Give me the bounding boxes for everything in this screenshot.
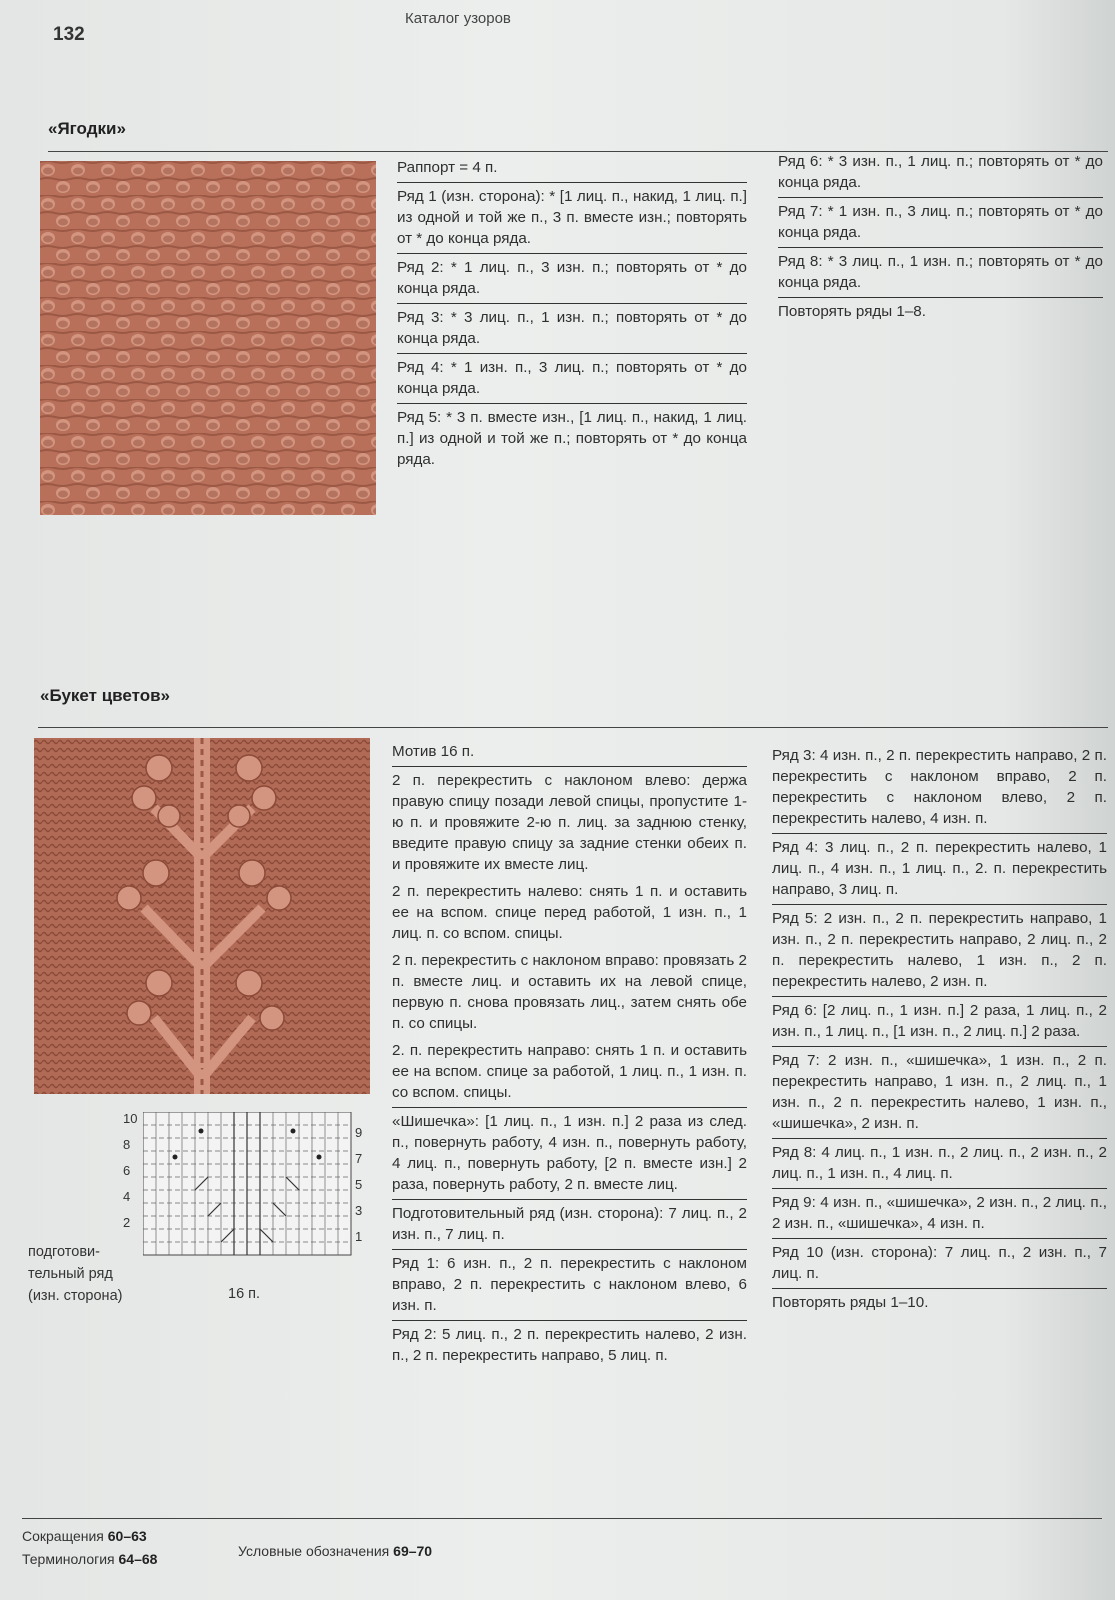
pattern2-column-2 [772,742,1107,1317]
def-cross-right-slant: 2 п. перекрестить с наклоном вправо: провязать 2 п. вместе лиц. и оставить их на левой спице, первую п. снова провязать лиц., затем снять обе п. со спицы. [392,952,747,1032]
pattern2-row-6: Ряд 6: [2 лиц. п., 1 изн. п.] 2 раза, 1 лиц. п., 2 изн. п., 1 лиц. п., [1 изн. п., 2 лиц. п.] 2 раза. [772,996,1107,1046]
pattern2-row-8: Ряд 8: 4 лиц. п., 1 изн. п., 2 лиц. п., 2 изн. п., 2 лиц. п., 1 изн. п., 4 лиц. п. [772,1138,1107,1188]
pattern2-swatch-photo [34,738,370,1094]
pattern2-row-5: Ряд 5: 2 изн. п., 2 п. перекрестить направо, 1 изн. п., 2 п. перекрестить направо, 2 лиц. п., 2 п. перекрестить налево, 1 изн. п., 2 п. перекрестить налево, 2 изн. п. [772,904,1107,996]
pattern1-repeat: Раппорт = 4 п. [397,159,498,176]
chart-row-label-6: 6 [123,1163,131,1178]
chart-row-label-2: 2 [123,1215,131,1230]
def-bobble: «Шишечка»: [1 лиц. п., 1 изн. п.] 2 раза из след. п., повернуть работу, 4 изн. п., повернуть работу, 4 лиц. п., повернуть работу, [2 п. вместе изн.] 2 раза, повернуть работу, 2 п. вместе лиц. [392,1107,747,1199]
pattern1-row-8: Ряд 8: * 3 лиц. п., 1 изн. п.; повторять от * до конца ряда. [778,247,1103,297]
chart-row-label-4: 4 [123,1189,131,1204]
pattern2-motif: Мотив 16 п. [392,743,475,760]
pattern2-row-9: Ряд 9: 4 изн. п., «шишечка», 2 изн. п., 2 лиц. п., 2 изн. п., «шишечка», 4 изн. п. [772,1188,1107,1238]
pattern2-row-7: Ряд 7: 2 изн. п., «шишечка», 1 изн. п., 2 п. перекрестить направо, 1 изн. п., 2 лиц. п., 1 изн. п., 2 п. перекрестить налево, 1 изн. п., «шишечка», 2 изн. п. [772,1046,1107,1138]
bouquet-stitch-texture [34,738,370,1094]
pattern1-title: «Ягодки» [48,119,126,138]
knitting-chart [115,1108,380,1298]
pattern2-prep-row: Подготовительный ряд (изн. сторона): 7 лиц. п., 2 изн. п., 7 лиц. п. [392,1199,747,1249]
pattern2-row-1: Ряд 1: 6 изн. п., 2 п. перекрестить с наклоном вправо, 2 п. перекрестить с наклоном влево, 6 изн. п. [392,1249,747,1320]
pattern2-row-4: Ряд 4: 3 лиц. п., 2 п. перекрестить налево, 1 лиц. п., 4 изн. п., 1 лиц. п., 2. п. перекрестить направо, 3 лиц. п. [772,833,1107,904]
chart-prep-row-label: подготови- тельный ряд (изн. сторона) [28,1244,123,1304]
chart-row-label-1: 1 [355,1229,363,1244]
pattern1-column-1 [397,154,747,474]
chart-row-label-9: 9 [355,1125,363,1140]
pattern2-repeat-rows: Повторять ряды 1–10. [772,1288,1107,1317]
footer-symbols: Условные обозначения 69–70 [238,1543,433,1559]
pattern2-title: «Букет цветов» [40,686,170,705]
pattern1-row-4: Ряд 4: * 1 изн. п., 3 лиц. п.; повторять от * до конца ряда. [397,353,747,403]
def-cross-left: 2 п. перекрестить налево: снять 1 п. и оставить ее на вспом. спице перед работой, 1 изн. п., 1 лиц. п. со вспом. спицы. [392,883,747,942]
pattern1-row-3: Ряд 3: * 3 лиц. п., 1 изн. п.; повторять от * до конца ряда. [397,303,747,353]
pattern1-row-1: Ряд 1 (изн. сторона): * [1 лиц. п., накид, 1 лиц. п.] из одной и той же п., 3 п. вместе изн.; повторять от * до конца ряда. [397,182,747,253]
pattern2-definitions [392,766,747,1107]
chart-row-label-7: 7 [355,1151,363,1166]
pattern1-row-6: Ряд 6: * 3 изн. п., 1 лиц. п.; повторять от * до конца ряда. [778,153,1103,191]
pattern1-row-5: Ряд 5: * 3 п. вместе изн., [1 лиц. п., накид, 1 лиц. п.] из одной и той же п.; повторять от * до конца ряда. [397,403,747,474]
running-header: Каталог узоров [405,10,511,27]
chart-row-label-5: 5 [355,1177,363,1192]
pattern1-swatch-photo [40,161,376,515]
def-cross-right: 2. п. перекрестить направо: снять 1 п. и оставить ее на вспом. спице за работой, 1 лиц. п., 1 изн. п. со вспом. спицы. [392,1042,747,1101]
pattern1-column-2 [778,148,1103,326]
chart-row-label-3: 3 [355,1203,363,1218]
berry-stitch-texture [40,161,376,515]
footer-abbreviations: Сокращения 60–63 [22,1528,147,1544]
pattern2-title-rule [38,727,1108,728]
page-number: 132 [53,24,85,45]
pattern1-row-2: Ряд 2: * 1 лиц. п., 3 изн. п.; повторять от * до конца ряда. [397,253,747,303]
def-cross-left-slant: 2 п. перекрестить с наклоном влево: держа правую спицу позади левой спицы, пропустите 1-ю п. и провяжите 2-ю п. лиц. за заднюю стенку, введите правую спицу за задние стенки обеих п. и провяжите их вместе лиц. [392,772,747,873]
footer-terminology: Терминология 64–68 [22,1551,158,1567]
pattern2-column-1 [392,738,747,1370]
pattern1-row-7: Ряд 7: * 1 изн. п., 3 лиц. п.; повторять от * до конца ряда. [778,197,1103,247]
pattern2-row-2: Ряд 2: 5 лиц. п., 2 п. перекрестить налево, 2 изн. п., 2 п. перекрестить направо, 5 лиц. п. [392,1320,747,1370]
chart-width-label: 16 п. [228,1286,261,1302]
pattern1-repeat-rows: Повторять ряды 1–8. [778,297,1103,326]
chart-row-label-8: 8 [123,1137,131,1152]
pattern2-row-3: Ряд 3: 4 изн. п., 2 п. перекрестить направо, 2 п. перекрестить с наклоном вправо, 2 п. перекрестить с наклоном влево, 2 п. перекрестить налево, 4 изн. п. [772,747,1107,827]
chart-row-label-10: 10 [123,1111,138,1126]
pattern2-row-10: Ряд 10 (изн. сторона): 7 лиц. п., 2 изн. п., 7 лиц. п. [772,1238,1107,1288]
chart-grid [143,1112,355,1262]
footer-rule [22,1518,1102,1519]
